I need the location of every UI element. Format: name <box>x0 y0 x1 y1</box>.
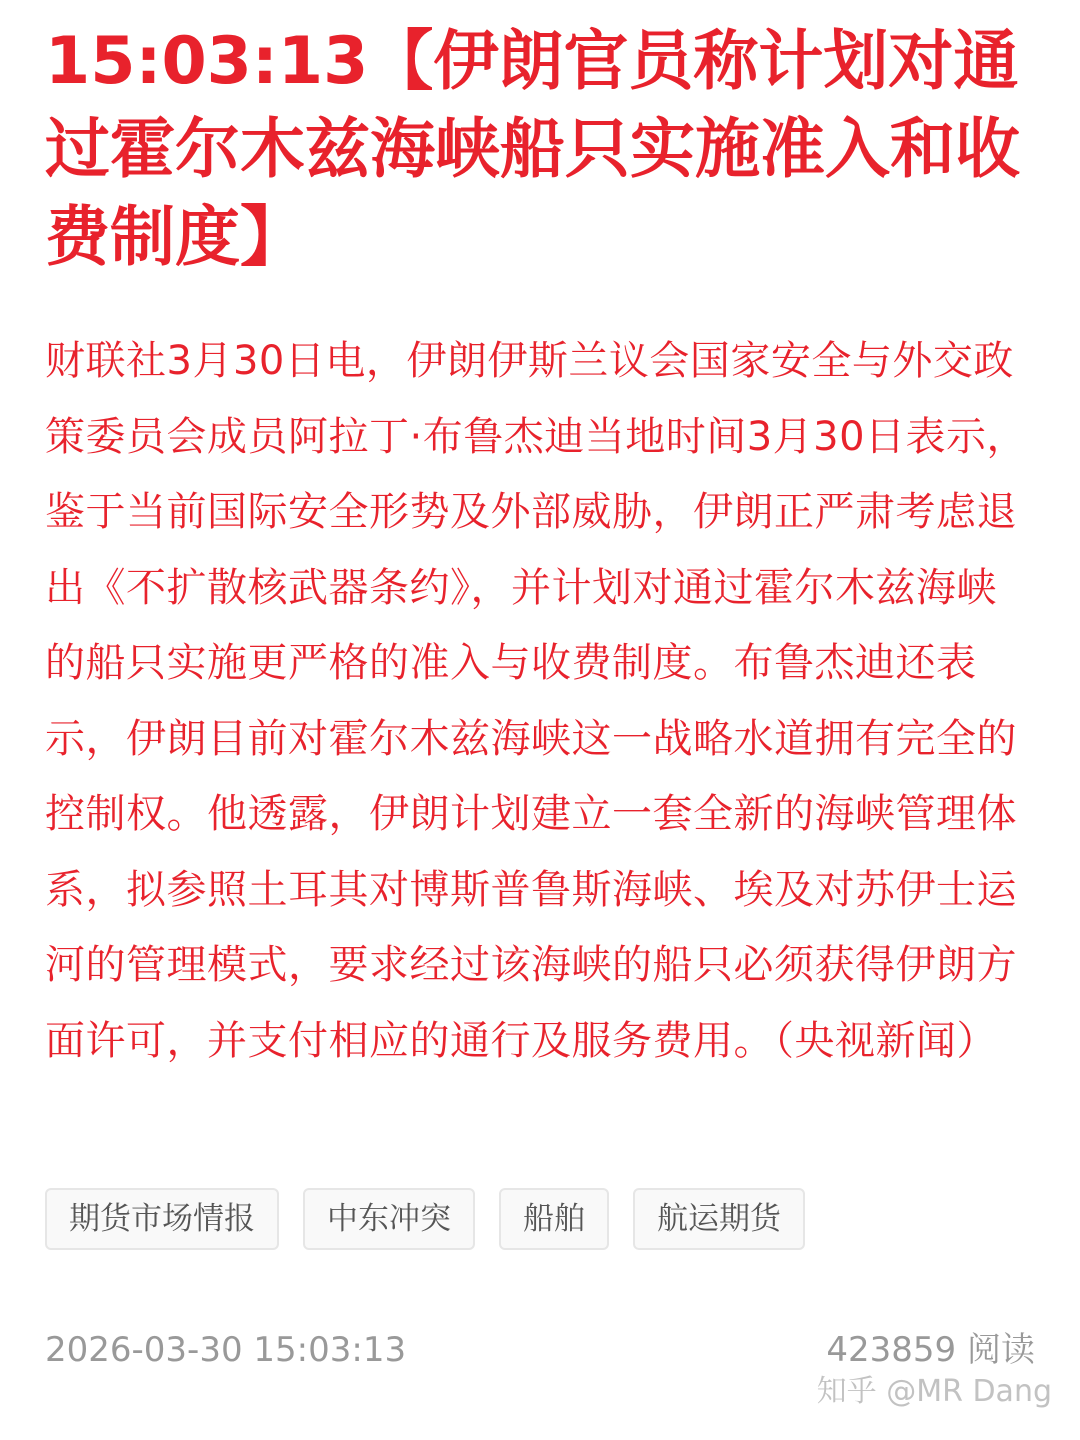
tag-list <box>45 1188 805 1250</box>
read-count: 423859 阅读 <box>826 1330 1035 1370</box>
article <box>45 0 1035 1079</box>
tag-futures-market-intel[interactable]: 期货市场情报 <box>45 1188 279 1250</box>
article-headline: 15:03:13【伊朗官员称计划对通过霍尔木兹海峡船只实施准入和收费制度】 <box>45 24 1021 275</box>
publish-timestamp: 2026-03-30 15:03:13 <box>45 1330 407 1370</box>
tag-ships[interactable]: 船舶 <box>499 1188 609 1250</box>
article-body: 财联社3月30日电，伊朗伊斯兰议会国家安全与外交政策委员会成员阿拉丁·布鲁杰迪当地时间3月30日表示，鉴于当前国际安全形势及外部威胁，伊朗正严肃考虑退出《不扩散核武器条约》，并计划对通过霍尔木兹海峡的船只实施更严格的准入与收费制度。布鲁杰迪还表示，伊朗目前对霍尔木兹海峡这一战略水道拥有完全的控制权。他透露，伊朗计划建立一套全新的海峡管理体系，拟参照土耳其对博斯普鲁斯海峡、埃及对苏伊士运河的管理模式，要求经过该海峡的船只必须获得伊朗方面许可，并支付相应的通行及服务费用。（央视新闻） <box>45 338 1028 1064</box>
tag-shipping-futures[interactable]: 航运期货 <box>633 1188 805 1250</box>
source-watermark: 知乎 @MR Dang <box>816 1374 1052 1409</box>
tag-middle-east-conflict[interactable]: 中东冲突 <box>303 1188 475 1250</box>
